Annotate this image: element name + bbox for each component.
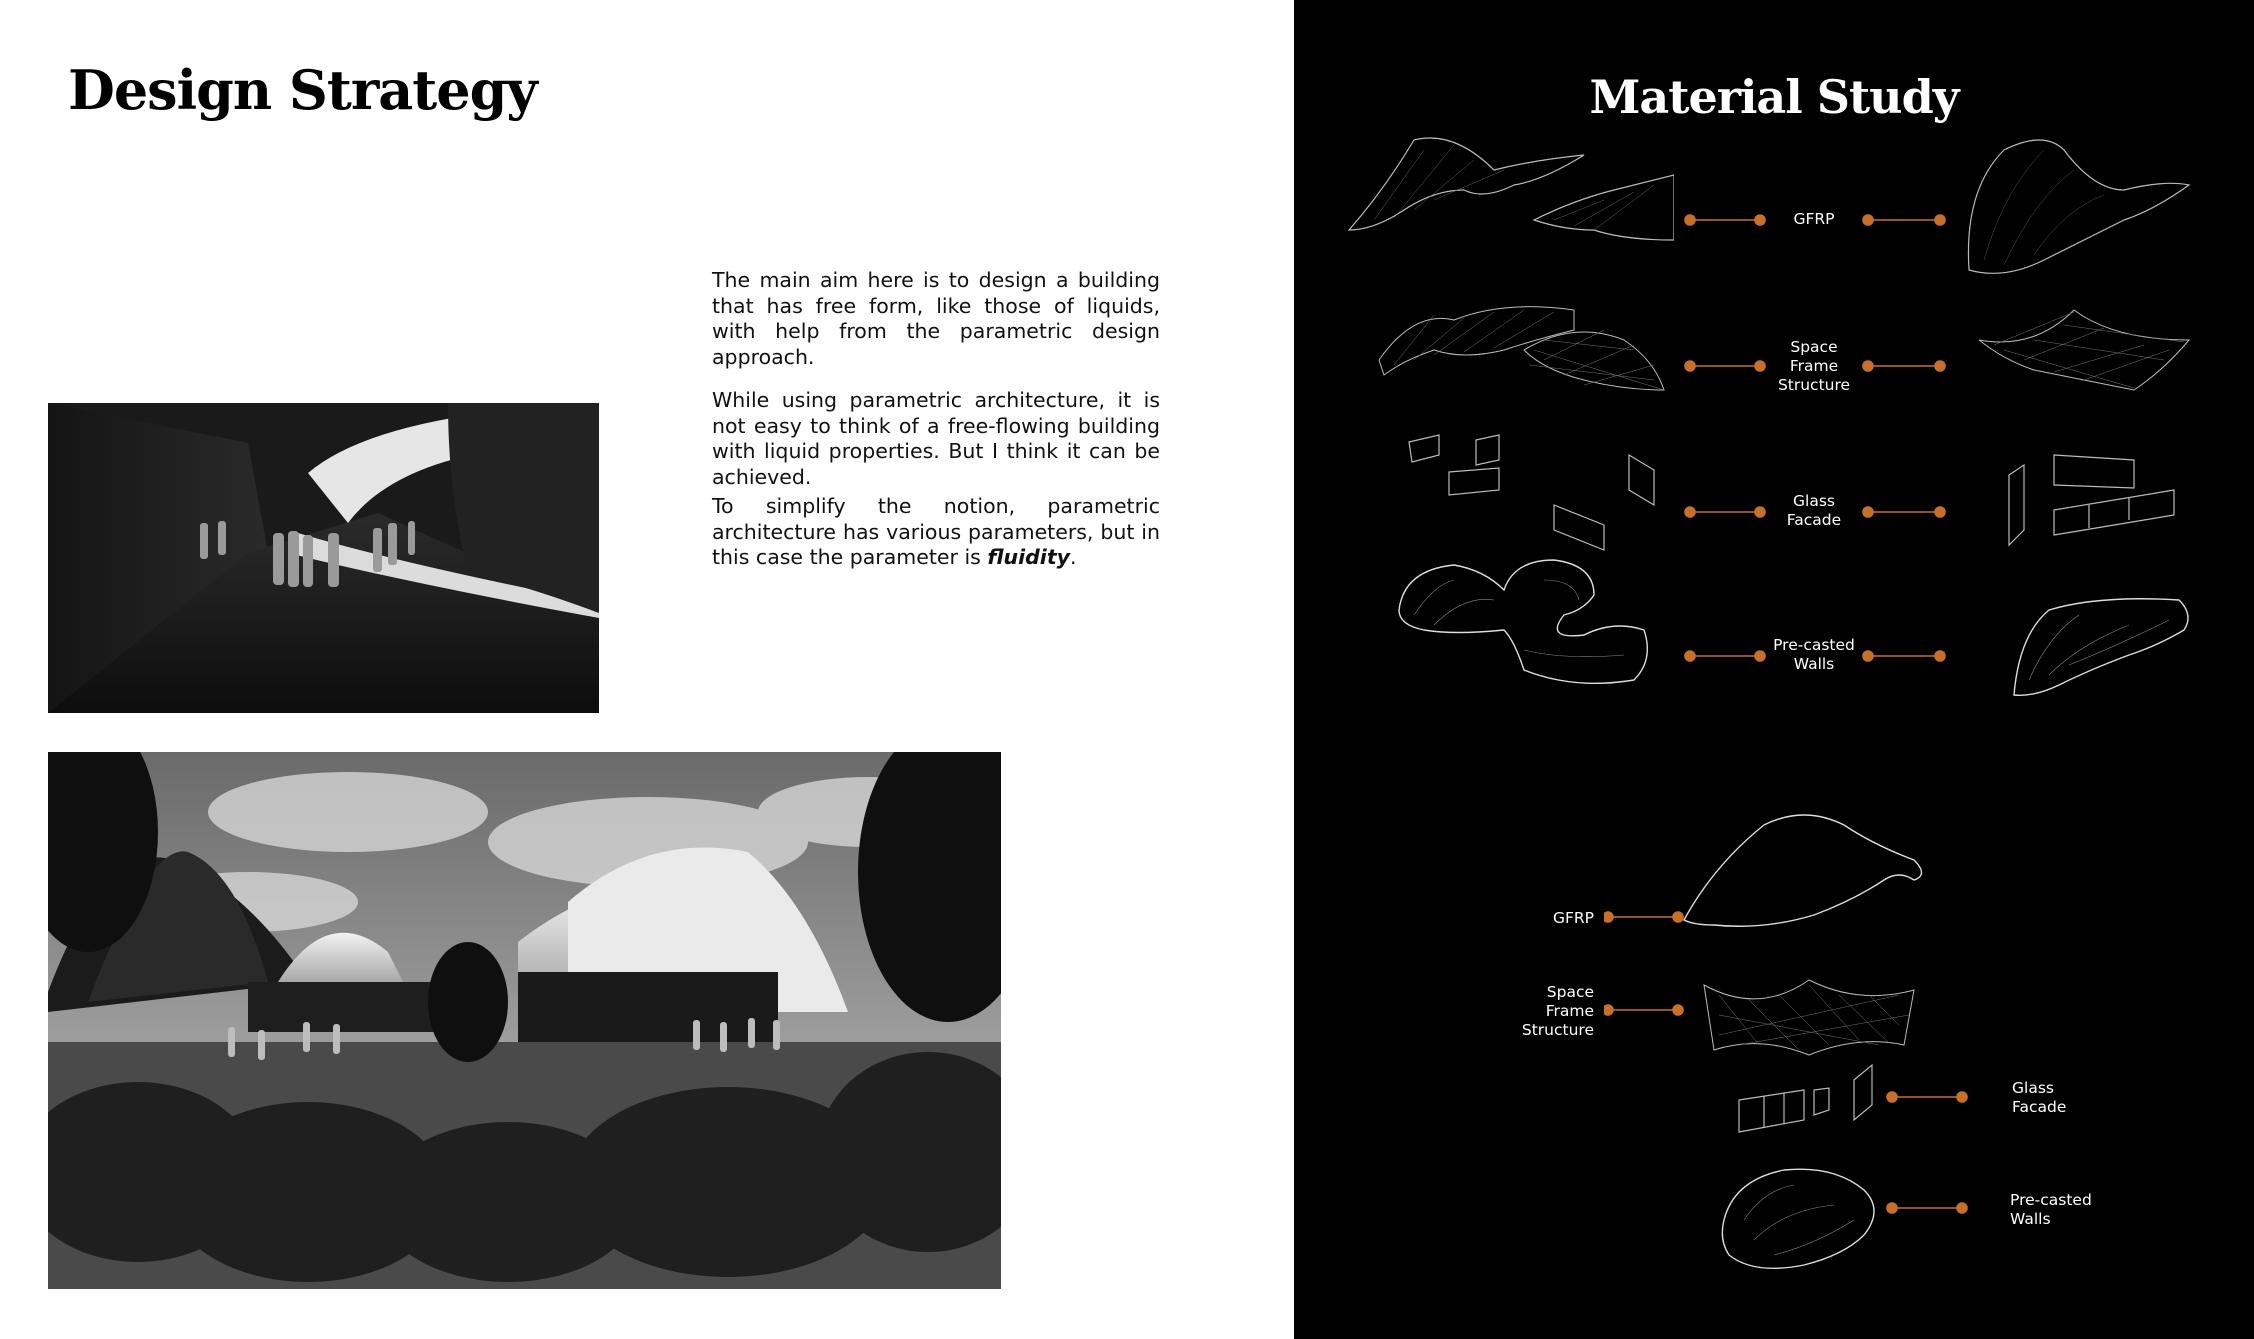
assembly-label-glass-facade: Glass Facade	[2012, 1079, 2067, 1116]
assembly-label-precasted-walls: Pre-casted Walls	[2010, 1191, 2092, 1228]
design-strategy-title: Design Strategy	[68, 58, 537, 122]
interior-corridor-render	[48, 403, 599, 713]
study-connectors	[1684, 200, 1984, 680]
intro-paragraph-3-end: .	[1069, 545, 1077, 569]
study-label-gfrp: GFRP	[1793, 210, 1835, 228]
exterior-landscape-render	[48, 752, 1001, 1289]
study-label-space-frame: Space Frame Structure	[1777, 338, 1851, 394]
intro-text	[712, 268, 1160, 571]
glass-facade-right-drawing	[2004, 450, 2184, 550]
precasted-walls-right-drawing	[2009, 585, 2194, 700]
intro-paragraph-3	[712, 494, 1160, 571]
study-label-precasted-walls: Pre-casted Walls	[1773, 636, 1855, 673]
material-study-title: Material Study	[1589, 70, 1959, 124]
gfrp-form-left-drawing	[1344, 130, 1674, 250]
gfrp-form-right-drawing	[1964, 130, 2194, 280]
space-frame-right-drawing	[1974, 300, 2194, 400]
assembly-label-gfrp: GFRP	[1552, 909, 1594, 927]
intro-paragraph-1: The main aim here is to design a building that has free form, like those of liquids, with help from the parametric design approach.	[712, 268, 1160, 369]
assembly-label-space-frame: Space Frame Structure	[1521, 983, 1594, 1039]
assembly-connectors	[1604, 900, 2024, 1220]
intro-paragraph-2: While using parametric architecture, it is not easy to think of a free-flowing building with liquid properties. But I think it can be achieved.	[712, 388, 1160, 489]
material-study-panel	[1294, 0, 2254, 1339]
precasted-walls-left-drawing	[1394, 550, 1664, 690]
intro-paragraph-3-text: To simplify the notion, parametric architecture has various parameters, but in this case the parameter is	[712, 494, 1160, 569]
study-label-glass-facade: Glass Facade	[1786, 492, 1842, 529]
glass-facade-left-drawing	[1404, 430, 1664, 560]
space-frame-left-drawing	[1374, 290, 1674, 400]
fluidity-emphasis: fluidity	[987, 545, 1070, 569]
